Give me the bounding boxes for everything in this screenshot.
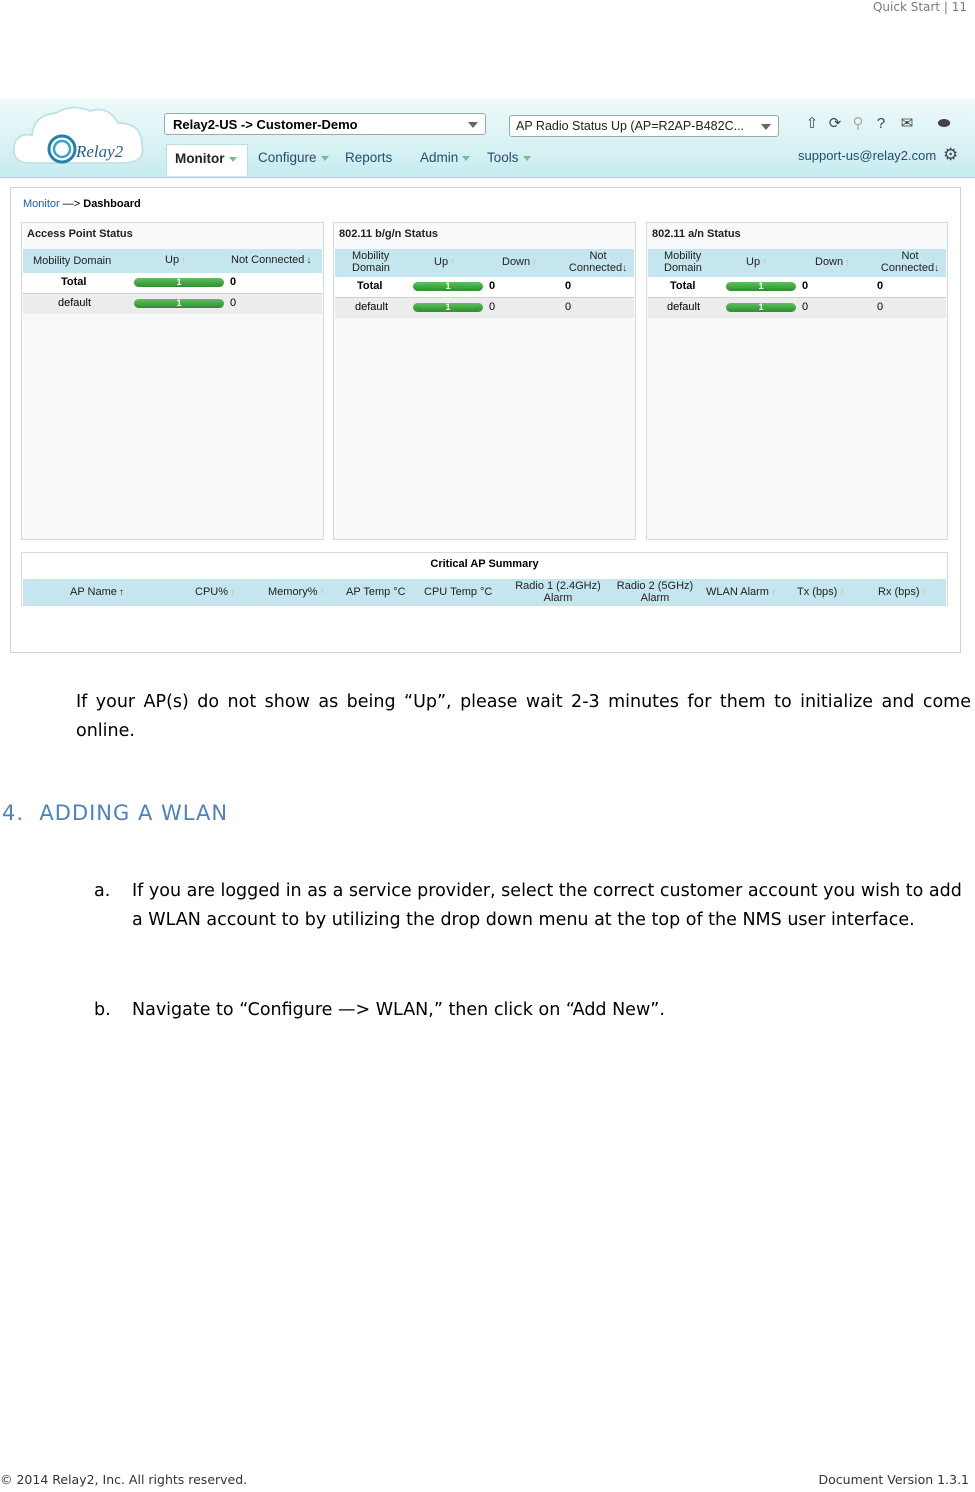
- down-cell: 0: [489, 280, 496, 292]
- footer-copyright: © 2014 Relay2, Inc. All rights reserved.: [0, 1472, 248, 1487]
- sort-icon: ↓: [622, 263, 628, 274]
- gear-icon[interactable]: ⚙: [943, 145, 959, 164]
- breadcrumb-monitor-link[interactable]: Monitor: [23, 198, 60, 210]
- table-row[interactable]: [648, 277, 946, 297]
- chevron-down-icon: [523, 156, 531, 161]
- nav-configure[interactable]: [258, 144, 329, 176]
- section-title: ADDING A WLAN: [39, 801, 229, 825]
- table-row[interactable]: [335, 277, 634, 297]
- customer-select-value: Relay2-US -> Customer-Demo: [173, 117, 358, 132]
- list-item-a: If you are logged in as a service provider, select the correct customer account you wish to add a WLAN account to by utilizing the drop down menu at the top of the NMS user interface.: [132, 881, 962, 930]
- col-cpu-temp[interactable]: CPU Temp °C: [424, 586, 493, 598]
- col-mobility-domain[interactable]: Mobility Domain: [664, 250, 702, 274]
- chevron-down-icon: [761, 124, 771, 130]
- col-up[interactable]: [434, 256, 455, 268]
- nav-tools[interactable]: [487, 144, 531, 176]
- up-value: 1: [758, 281, 764, 291]
- col-mobility-domain[interactable]: Mobility Domain: [33, 255, 112, 267]
- nav-configure-label: Configure: [258, 150, 317, 165]
- col-radio2-alarm[interactable]: Radio 2 (5GHz) Alarm: [616, 580, 694, 604]
- col-not-connected-label: Not Connected: [231, 254, 305, 266]
- device-icon[interactable]: ⬬: [937, 115, 951, 132]
- col-not-connected-label: Not Connected: [880, 250, 935, 274]
- sort-icon: ↑: [181, 255, 187, 266]
- domain-cell: Total: [61, 276, 87, 288]
- up-value: 1: [176, 277, 182, 287]
- page-header: Quick Start | 11: [872, 0, 967, 14]
- sort-icon: ↑: [450, 257, 456, 268]
- nav-admin-label: Admin: [420, 150, 459, 165]
- col-not-connected[interactable]: [565, 250, 631, 275]
- col-not-connected[interactable]: [877, 250, 943, 275]
- ap-status-box: [21, 222, 324, 540]
- sort-icon: ↑: [532, 257, 538, 268]
- bgn-status-box: [333, 222, 636, 540]
- up-bar: [413, 303, 483, 312]
- an-status-title: 802.11 a/n Status: [652, 228, 741, 240]
- help-icon[interactable]: ?: [876, 115, 886, 132]
- nav-monitor-label: Monitor: [175, 151, 225, 166]
- col-memory[interactable]: [268, 586, 325, 598]
- status-select-value: AP Radio Status Up (AP=R2AP-B482C...: [516, 119, 745, 133]
- up-value: 1: [445, 302, 451, 312]
- not-connected-cell: 0: [877, 301, 884, 313]
- col-up[interactable]: [746, 256, 767, 268]
- sort-icon: ↓: [934, 263, 940, 274]
- up-bar: [134, 299, 224, 308]
- col-down-label: Down: [502, 256, 531, 268]
- nav-tools-label: Tools: [487, 150, 519, 165]
- sort-icon: ↑: [839, 587, 845, 598]
- up-value: 1: [445, 281, 451, 291]
- nms-screenshot: [0, 99, 975, 659]
- app-header: [0, 99, 975, 178]
- sort-icon: ↑: [762, 257, 768, 268]
- col-radio1-alarm[interactable]: Radio 1 (2.4GHz) Alarm: [515, 580, 601, 604]
- search-icon[interactable]: ⚲: [852, 115, 864, 132]
- col-ap-name-label: AP Name: [70, 586, 117, 598]
- chevron-down-icon: [468, 122, 478, 128]
- not-connected-cell: 0: [565, 280, 572, 292]
- col-down[interactable]: [815, 256, 850, 268]
- col-wlan-alarm[interactable]: [706, 586, 776, 598]
- section-heading: [2, 801, 228, 825]
- ap-status-header: [23, 249, 322, 273]
- refresh-icon[interactable]: ⟳: [828, 115, 842, 132]
- critical-ap-summary-title: Critical AP Summary: [430, 558, 539, 570]
- relay2-logo: [10, 101, 150, 173]
- up-bar: [413, 282, 483, 291]
- col-cpu[interactable]: [195, 586, 235, 598]
- col-tx[interactable]: [797, 586, 844, 598]
- col-down[interactable]: [502, 256, 537, 268]
- sort-icon: ↑: [319, 587, 325, 598]
- down-cell: 0: [802, 301, 809, 313]
- col-up[interactable]: [165, 254, 186, 266]
- table-row[interactable]: [335, 297, 634, 318]
- up-value: 1: [758, 302, 764, 312]
- support-email-link[interactable]: support-us@relay2.com: [798, 148, 937, 163]
- breadcrumb-current: Dashboard: [83, 198, 141, 210]
- table-row[interactable]: [23, 293, 322, 314]
- breadcrumb: [23, 198, 141, 210]
- bgn-status-title: 802.11 b/g/n Status: [339, 228, 439, 240]
- col-mobility-domain[interactable]: Mobility Domain: [352, 250, 390, 274]
- down-cell: 0: [802, 280, 809, 292]
- col-cpu-label: CPU%: [195, 586, 229, 598]
- wait-paragraph: If your AP(s) do not show as being “Up”, please wait 2-3 minutes for them to initialize and come online.: [76, 692, 971, 741]
- mail-icon[interactable]: ✉: [900, 115, 914, 132]
- chevron-down-icon: [229, 157, 237, 162]
- up-bar: [726, 282, 796, 291]
- an-status-box: [646, 222, 948, 540]
- table-row[interactable]: [23, 273, 322, 293]
- domain-cell: Total: [670, 280, 696, 292]
- nav-reports[interactable]: [345, 144, 392, 176]
- col-up-label: Up: [746, 256, 761, 268]
- sort-icon: ↑: [770, 587, 776, 598]
- logo-text: Relay2: [76, 142, 124, 161]
- col-up-label: Up: [165, 254, 180, 266]
- section-number: 4.: [2, 801, 25, 825]
- dashboard-panel: [10, 187, 961, 653]
- col-rx[interactable]: [878, 586, 927, 598]
- not-connected-cell: 0: [230, 297, 237, 309]
- sort-icon: ↑: [845, 257, 851, 268]
- sort-icon: ↑: [118, 587, 124, 598]
- down-cell: 0: [489, 301, 496, 313]
- sort-icon: ↓: [306, 255, 312, 266]
- table-row[interactable]: [648, 297, 946, 318]
- up-bar: [726, 303, 796, 312]
- nav-admin[interactable]: [420, 144, 470, 176]
- list-marker-a: a.: [94, 881, 111, 901]
- col-not-connected-label: Not Connected: [568, 250, 623, 274]
- status-select[interactable]: [509, 115, 779, 137]
- col-rx-label: Rx (bps): [878, 586, 920, 598]
- list-item-b: Navigate to “Configure —> WLAN,” then click on “Add New”.: [132, 1000, 665, 1020]
- customer-select[interactable]: [164, 113, 486, 135]
- critical-ap-summary-box: [21, 552, 948, 606]
- an-status-header: [648, 249, 946, 277]
- nav-reports-label: Reports: [345, 150, 393, 165]
- critical-ap-summary-header: [23, 579, 946, 605]
- nav-monitor[interactable]: [166, 144, 248, 176]
- not-connected-cell: 0: [230, 276, 237, 288]
- sort-icon: ↑: [230, 587, 236, 598]
- list-marker-b: b.: [94, 1000, 111, 1020]
- col-not-connected[interactable]: [231, 254, 311, 266]
- footer-version: Document Version 1.3.1: [818, 1472, 969, 1487]
- domain-cell: default: [667, 301, 701, 313]
- not-connected-cell: 0: [877, 280, 884, 292]
- col-up-label: Up: [434, 256, 449, 268]
- domain-cell: default: [355, 301, 389, 313]
- chevron-down-icon: [321, 156, 329, 161]
- col-memory-label: Memory%: [268, 586, 318, 598]
- up-bar: [134, 278, 224, 287]
- not-connected-cell: 0: [565, 301, 572, 313]
- col-ap-name[interactable]: [70, 586, 124, 598]
- col-tx-label: Tx (bps): [797, 586, 838, 598]
- up-value: 1: [176, 298, 182, 308]
- domain-cell: default: [58, 297, 92, 309]
- upload-icon[interactable]: ⇧: [805, 115, 819, 132]
- col-down-label: Down: [815, 256, 844, 268]
- col-wlan-alarm-label: WLAN Alarm: [706, 586, 769, 598]
- ap-status-title: Access Point Status: [27, 228, 133, 240]
- breadcrumb-separator: —>: [62, 198, 81, 210]
- bgn-status-header: [335, 249, 634, 277]
- chevron-down-icon: [462, 156, 470, 161]
- domain-cell: Total: [357, 280, 383, 292]
- col-ap-temp[interactable]: AP Temp °C: [346, 586, 406, 598]
- sort-icon: ↑: [921, 587, 927, 598]
